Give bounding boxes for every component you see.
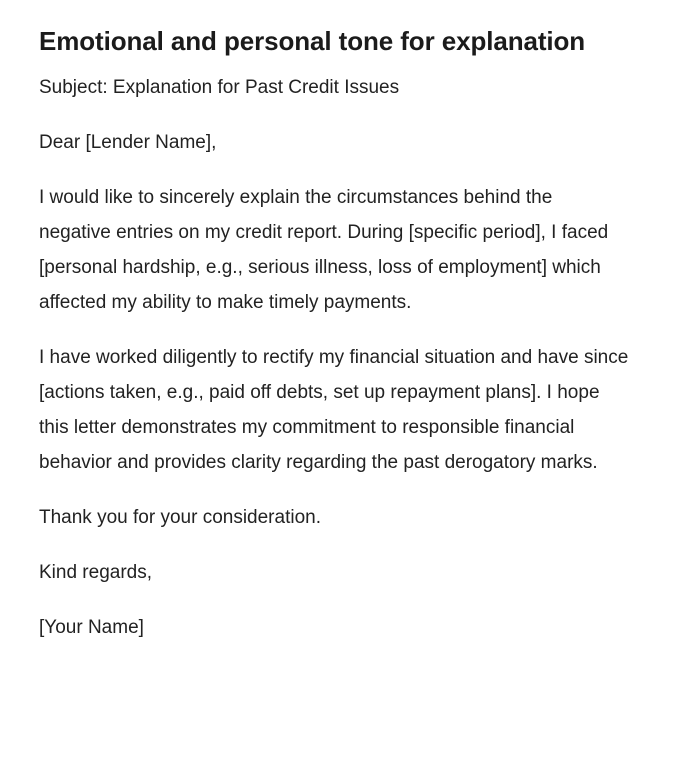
salutation: Dear [Lender Name], [39, 132, 217, 153]
body-paragraph-1: I would like to sincerely explain the circumstances behind the negative entries on my credit report. During [specific period], I faced [personal hardship, e.g., serious illness, loss of employment] which affected my ability to make timely payments. [39, 187, 614, 313]
page-title: Emotional and personal tone for explanation [39, 26, 586, 56]
sign-off: Kind regards, [39, 562, 153, 583]
closing-thanks: Thank you for your consideration. [39, 507, 321, 528]
letter-body [39, 70, 660, 645]
body-paragraph-2: I have worked diligently to rectify my financial situation and have since [actions taken, e.g., paid off debts, set up repayment plans]. I hope this letter demonstrates my commitment to responsible financial behavior and provides clarity regarding the past derogatory marks. [39, 347, 634, 473]
signature-name: [Your Name] [39, 617, 144, 638]
subject-line: Subject: Explanation for Past Credit Issues [39, 77, 400, 98]
